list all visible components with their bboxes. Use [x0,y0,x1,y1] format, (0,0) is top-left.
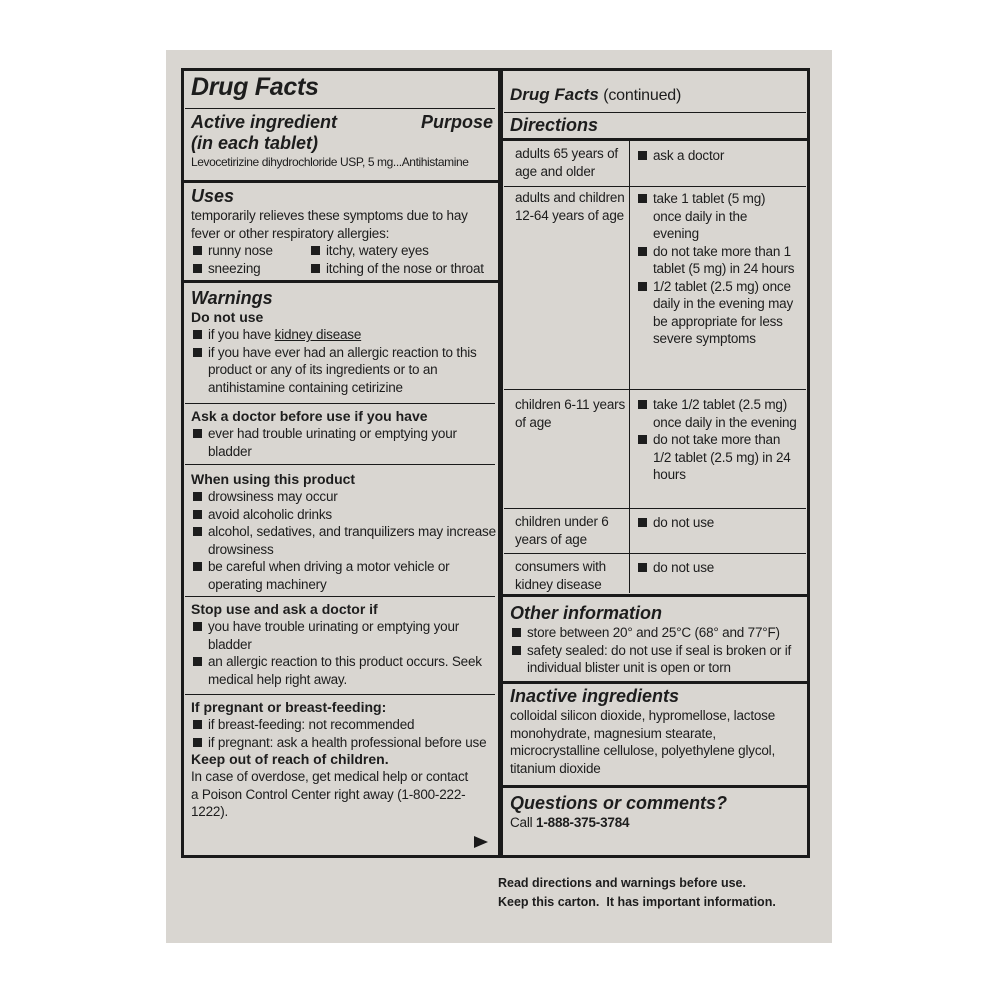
ask-doctor-section [185,408,497,460]
directions-heading-wrap [504,115,806,136]
divider [184,280,498,283]
divider [503,681,807,684]
divider [185,403,495,404]
directions-who-cell: adults and children 12-64 years of age [515,190,625,223]
use-item: sneezing [191,260,309,278]
questions-heading: Questions or comments? [510,793,728,813]
phone-number: 1-888-375-3784 [536,815,630,830]
directions-what-cell: take 1 tablet (5 mg) once daily in the evening do not take more than 1 tablet (5 mg) in 24 hours 1/2 tablet (2.5 mg) once daily in the evening may be appropriate for less severe symptoms [636,190,796,348]
divider [184,180,498,183]
warnings-section [185,288,497,396]
when-using-section [185,471,497,593]
directions-what-cell: ask a doctor [636,147,796,165]
questions-section [504,793,806,832]
continue-arrow-icon [474,836,488,848]
pregnancy-heading: If pregnant or breast-feeding: [191,699,387,715]
warning-item: alcohol, sedatives, and tranquilizers may increase drowsiness [191,523,497,558]
uses-section [185,186,497,277]
drug-facts-continued-title: Drug Facts (continued) [510,85,682,104]
warning-item: be careful when driving a motor vehicle or operating machinery [191,558,497,593]
warnings-heading: Warnings [191,288,273,308]
directions-who-cell: children 6-11 years of age [515,397,626,430]
active-ingredient-subheading: (in each tablet) [191,133,319,153]
other-information-heading: Other information [510,603,662,623]
table-row-divider [504,508,806,509]
divider [504,112,806,113]
uses-heading: Uses [191,186,235,206]
purpose-heading: Purpose [420,112,493,132]
active-ingredient-heading: Active ingredient [191,112,338,132]
directions-who-cell: consumers with kidney disease [515,559,606,592]
table-column-divider [629,141,630,593]
divider [185,464,495,465]
title-divider [185,108,495,109]
active-ingredient-section [185,112,497,172]
uses-intro: temporarily relieves these symptoms due to hay fever or other respiratory allergies: [191,208,468,241]
warning-item: if you have kidney disease [191,326,497,344]
directions-heading: Directions [510,115,599,135]
use-item: runny nose [191,242,309,260]
drug-facts-title: Drug Facts [191,73,319,101]
warning-item: avoid alcoholic drinks [191,506,497,524]
directions-what-cell: do not use [636,514,796,532]
warning-item: an allergic reaction to this product occurs. Seek medical help right away. [191,653,497,688]
divider [185,694,495,695]
carton-footer [498,874,776,912]
when-using-heading: When using this product [191,471,356,487]
divider [503,594,807,597]
directions-who-cell: adults 65 years of age and older [515,146,618,179]
warning-item: ever had trouble urinating or emptying your bladder [191,425,497,460]
table-row-divider [504,553,806,554]
directions-what-cell: do not use [636,559,796,577]
active-ingredient-line: Levocetirizine dihydrochloride USP, 5 mg...Antihistamine [191,155,469,169]
ask-doctor-heading: Ask a doctor before use if you have [191,408,428,424]
footer-line: Read directions and warnings before use. [498,876,746,890]
table-row-divider [504,186,806,187]
info-item: safety sealed: do not use if seal is broken or if individual blister unit is open or torn [510,642,806,677]
divider [503,138,807,141]
warning-item: drowsiness may occur [191,488,497,506]
divider [503,785,807,788]
footer-line: Keep this carton. It has important information. [498,895,776,909]
use-item: itching of the nose or throat [309,260,497,278]
inactive-ingredients-section [504,686,806,777]
divider [185,596,495,597]
info-item: store between 20° and 25°C (68° and 77°F) [510,624,806,642]
warning-item: if pregnant: ask a health professional before use [191,734,497,752]
table-row-divider [504,389,806,390]
keep-out-heading: Keep out of reach of children. [191,751,389,767]
questions-phone-line: Call 1-888-375-3784 [510,815,630,830]
inactive-ingredients-text: colloidal silicon dioxide, hypromellose, lactose monohydrate, magnesium stearate, microcrystalline cellulose, polyethylene glycol, titanium dioxide [510,708,776,776]
overdose-text: In case of overdose, get medical help or contact a Poison Control Center right away (1-800-222-1222). [191,769,469,819]
stop-use-section [185,601,497,688]
warning-item: if breast-feeding: not recommended [191,716,497,734]
directions-who-cell: children under 6 years of age [515,514,609,547]
pregnancy-section [185,699,497,821]
use-item: itchy, watery eyes [309,242,497,260]
directions-what-cell: take 1/2 tablet (2.5 mg) once daily in the evening do not take more than 1/2 tablet (2.5 mg) in 24 hours [636,396,798,484]
warning-item: you have trouble urinating or emptying your bladder [191,618,497,653]
stop-use-heading: Stop use and ask a doctor if [191,601,378,617]
other-information-section [504,603,806,677]
do-not-use-heading: Do not use [191,309,264,325]
inactive-ingredients-heading: Inactive ingredients [510,686,680,706]
warning-item: if you have ever had an allergic reaction to this product or any of its ingredients or to an antihistamine containing cetirizine [191,344,497,397]
